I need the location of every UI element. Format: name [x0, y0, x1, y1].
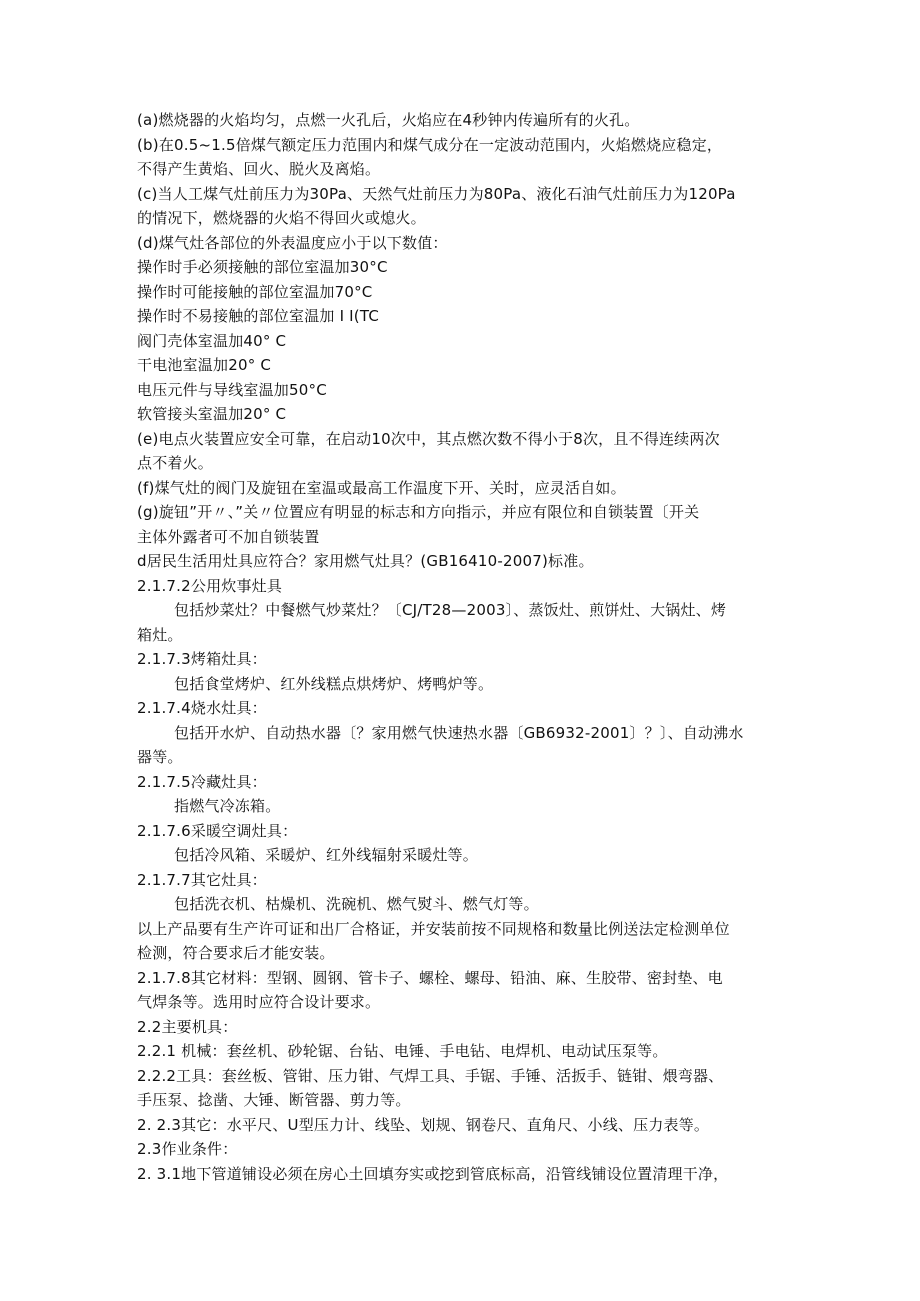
text-line: 操作时不易接触的部位室温加 I I(TC	[137, 307, 379, 325]
text-line: 的情况下，燃烧器的火焰不得回火或熄火。	[137, 209, 426, 227]
text-line: 操作时可能接触的部位室温加70°C	[137, 282, 373, 301]
text-line: 以上产品要有生产许可证和出厂合格证，并安装前按不同规格和数量比例送法定检测单位	[137, 919, 730, 938]
text-line: 气焊条等。选用时应符合设计要求。	[137, 993, 381, 1011]
text-line: (c)当人工煤气灶前压力为30Pa、天然气灶前压力为80Pa、液化石油气灶前压力为120Pa	[137, 184, 736, 203]
text-line: (d)煤气灶各部位的外表温度应小于以下数值：	[137, 233, 448, 252]
text-line: (b)在0.5~1.5倍煤气额定压力范围内和煤气成分在一定波动范围内，火焰燃烧应稳定，	[137, 135, 723, 154]
text-line: 包括食堂烤炉、红外线糕点烘烤炉、烤鸭炉等。	[174, 674, 494, 693]
text-line: 操作时手必须接触的部位室温加30°C	[137, 258, 388, 276]
text-line: 2.1.7.7其它灶具：	[137, 870, 267, 889]
text-line: 包括冷风箱、采暖炉、红外线辐射采暖灶等。	[174, 846, 479, 864]
text-line: (a)燃烧器的火焰均匀，点燃一火孔后，火焰应在4秒钟内传遍所有的火孔。	[137, 111, 640, 129]
text-line: 2.2.2工具：套丝板、管钳、压力钳、气焊工具、手锯、手锤、活扳手、链钳、煨弯器、	[137, 1066, 724, 1085]
text-line: 2.1.7.5冷藏灶具：	[137, 772, 267, 791]
text-line: 2.2主要机具：	[137, 1017, 238, 1036]
text-line: 包括炒菜灶？中餐燃气炒菜灶？〔CJ/T28—2003〕、蒸饭灶、煎饼灶、大锅灶、烤	[174, 601, 727, 619]
text-line: 2.1.7.8其它材料：型钢、圆钢、管卡子、螺栓、螺母、铅油、麻、生胶带、密封垫、电	[137, 968, 723, 987]
text-line: 干电池室温加20° C	[137, 356, 272, 374]
text-line: (g)旋钮”开〃、”关〃位置应有明显的标志和方向指示，并应有限位和自锁装置〔开关	[137, 503, 700, 521]
text-line: 2.1.7.4烧水灶具：	[137, 699, 267, 717]
text-line: d居民生活用灶具应符合？家用燃气灶具？(GB16410-2007)标准。	[137, 552, 594, 570]
text-line: 包括洗衣机、枯燥机、洗碗机、燃气熨斗、燃气灯等。	[174, 895, 539, 913]
text-line: 检测，符合要求后才能安装。	[137, 944, 335, 962]
text-line: 2.3作业条件：	[137, 1140, 238, 1158]
text-line: 手压泵、捻凿、大锤、断管器、剪力等。	[137, 1091, 411, 1109]
text-line: (e)电点火装置应安全可靠，在启动10次中，其点燃次数不得小于8次，且不得连续两次	[137, 429, 720, 448]
text-line: 点不着火。	[137, 454, 214, 472]
text-line: 2.1.7.6采暖空调灶具：	[137, 821, 298, 840]
text-line: 箱灶。	[137, 625, 183, 644]
text-line: 2.1.7.2公用炊事灶具	[137, 576, 283, 595]
text-line: 器等。	[137, 748, 183, 766]
text-line: (f)煤气灶的阀门及旋钮在室温或最高工作温度下开、关时，应灵活自如。	[137, 478, 626, 497]
text-line: 2.2.1 机械：套丝机、砂轮锯、台钻、电锤、手电钻、电焊机、电动试压泵等。	[137, 1042, 668, 1060]
text-line: 不得产生黄焰、回火、脱火及离焰。	[137, 160, 381, 178]
document-body	[137, 108, 802, 1186]
text-line: 指燃气冷冻箱。	[174, 797, 281, 815]
text-line: 2.1.7.3烤箱灶具：	[137, 650, 267, 668]
text-line: 电压元件与导线室温加50°C	[137, 380, 327, 399]
text-line: 2. 2.3其它：水平尺、U型压力计、线坠、划规、钢卷尺、直角尺、小线、压力表等。	[137, 1115, 710, 1134]
text-line: 主体外露者可不加自锁装置	[137, 527, 320, 546]
text-line: 软管接头室温加20° C	[137, 405, 287, 423]
text-line: 阀门壳体室温加40° C	[137, 331, 287, 350]
text-line: 2. 3.1地下管道铺设必须在房心土回填夯实或挖到管底标高，沿管线铺设位置清理干净，	[137, 1164, 729, 1183]
text-line: 包括开水炉、自动热水器〔？家用燃气快速热水器〔GB6932-2001〕？〕、自动沸水	[174, 723, 744, 742]
